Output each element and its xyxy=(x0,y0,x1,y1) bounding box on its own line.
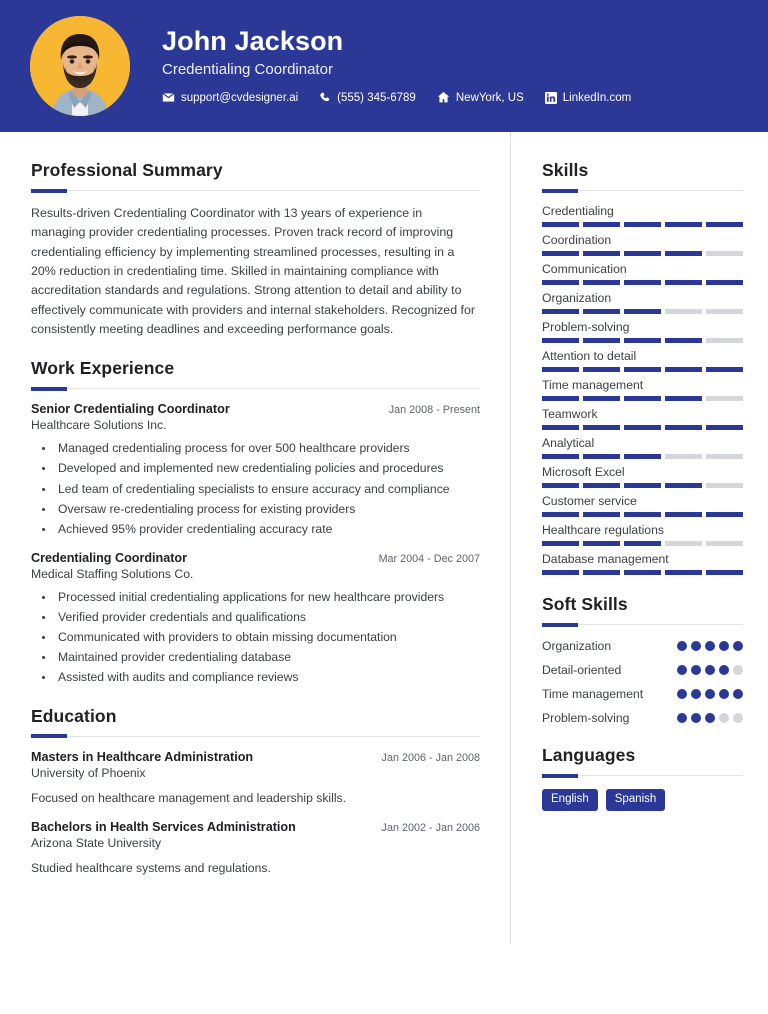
skill-bar-segment xyxy=(624,367,661,372)
skill-bar-segment xyxy=(706,570,743,575)
section-skills xyxy=(542,160,743,575)
language-chip: Spanish xyxy=(606,789,666,811)
contact-email[interactable] xyxy=(162,91,298,104)
section-professional-summary xyxy=(31,160,480,339)
contact-phone[interactable] xyxy=(319,91,416,104)
header-text-block xyxy=(162,26,631,106)
soft-skill-rating xyxy=(677,686,743,699)
skill-bar-segment xyxy=(624,425,661,430)
skill-row xyxy=(542,378,743,401)
skill-level-bar xyxy=(542,222,743,227)
skill-bar-segment xyxy=(583,454,620,459)
rating-dot xyxy=(691,641,701,651)
skill-bar-segment xyxy=(583,425,620,430)
contact-list xyxy=(162,91,631,104)
experience-entry-header xyxy=(31,551,480,565)
skill-bar-segment xyxy=(542,251,579,256)
list-item: • Led team of credentialing specialists to ensure accuracy and compliance xyxy=(55,480,480,499)
skill-row xyxy=(542,552,743,575)
education-school: University of Phoenix xyxy=(31,765,146,780)
skill-name: Healthcare regulations xyxy=(542,523,664,537)
section-title-skills: Skills xyxy=(542,160,589,180)
soft-skill-rating xyxy=(677,710,743,723)
skill-bar-segment xyxy=(542,512,579,517)
skill-bar-segment xyxy=(706,541,743,546)
skill-bar-segment xyxy=(665,512,702,517)
skill-bar-segment xyxy=(706,222,743,227)
experience-bullets xyxy=(31,588,480,687)
skill-row xyxy=(542,204,743,227)
skill-level-bar xyxy=(542,280,743,285)
experience-role: Senior Credentialing Coordinator xyxy=(31,402,230,417)
skill-bar-segment xyxy=(542,570,579,575)
skill-bar-segment xyxy=(706,425,743,430)
soft-skill-name: Problem-solving xyxy=(542,711,630,726)
education-entry-header xyxy=(31,750,480,764)
skill-bar-segment xyxy=(706,251,743,256)
rating-dot xyxy=(691,665,701,675)
left-column xyxy=(0,132,510,896)
skill-bar-segment xyxy=(665,570,702,575)
skill-bar-segment xyxy=(706,309,743,314)
list-item: • Maintained provider credentialing database xyxy=(55,648,480,667)
skill-bar-segment xyxy=(542,309,579,314)
skill-bar-segment xyxy=(665,251,702,256)
rating-dot xyxy=(719,665,729,675)
rating-dot xyxy=(705,713,715,723)
skills-list xyxy=(542,204,743,575)
skill-bar-segment xyxy=(583,309,620,314)
skill-bar-segment xyxy=(542,425,579,430)
skill-bar-segment xyxy=(665,541,702,546)
skill-name: Teamwork xyxy=(542,407,598,421)
section-languages xyxy=(542,745,743,811)
envelope-icon xyxy=(162,91,175,104)
skill-row xyxy=(542,320,743,343)
section-rule xyxy=(31,736,480,737)
skill-bar-segment xyxy=(665,454,702,459)
contact-email-text: support@cvdesigner.ai xyxy=(181,91,299,104)
rating-dot xyxy=(733,689,743,699)
skill-bar-segment xyxy=(624,309,661,314)
skill-bar-segment xyxy=(583,570,620,575)
language-chip: English xyxy=(542,789,598,811)
list-item: • Processed initial credentialing applications for new healthcare providers xyxy=(55,588,480,607)
rating-dot xyxy=(677,713,687,723)
rating-dot xyxy=(719,689,729,699)
skill-row xyxy=(542,407,743,430)
experience-entry-header xyxy=(31,402,480,416)
skill-name: Problem-solving xyxy=(542,320,630,334)
linkedin-icon xyxy=(545,92,557,104)
skill-level-bar xyxy=(542,396,743,401)
education-degree: Bachelors in Health Services Administration xyxy=(31,820,296,835)
rating-dot xyxy=(691,713,701,723)
skill-bar-segment xyxy=(583,367,620,372)
summary-text: Results-driven Credentialing Coordinator with 13 years of experience in managing provider credentialing processes. Proven track record of improving credentialing efficiency by implementing streamlined processes, resulting in a 20% reduction in credentialing time. Skilled in maintaining compliance with accreditation standards and regulations. Strong attention to detail and ability to effectively communicate with providers and internal stakeholders. Recognized for consistently meeting deadlines and exceeding performance goals. xyxy=(31,206,475,337)
skill-bar-segment xyxy=(665,309,702,314)
candidate-job-title: Credentialing Coordinator xyxy=(162,61,333,79)
contact-location-text: NewYork, US xyxy=(455,91,524,104)
skill-name: Communication xyxy=(542,262,627,276)
experience-bullets xyxy=(31,439,480,538)
skill-name: Database management xyxy=(542,552,669,566)
skill-bar-segment xyxy=(583,222,620,227)
phone-icon xyxy=(319,91,331,104)
skill-bar-segment xyxy=(542,483,579,488)
soft-skill-name: Time management xyxy=(542,687,644,702)
languages-list xyxy=(542,789,743,811)
skill-bar-segment xyxy=(624,570,661,575)
skill-bar-segment xyxy=(624,338,661,343)
skill-level-bar xyxy=(542,541,743,546)
skill-row xyxy=(542,233,743,256)
skill-name: Organization xyxy=(542,291,612,305)
section-rule xyxy=(31,190,480,191)
skill-name: Microsoft Excel xyxy=(542,465,625,479)
section-title-summary: Professional Summary xyxy=(31,160,223,180)
section-work-experience xyxy=(31,358,480,686)
skill-bar-segment xyxy=(583,483,620,488)
education-entry xyxy=(31,750,480,807)
skill-level-bar xyxy=(542,367,743,372)
skill-bar-segment xyxy=(624,454,661,459)
skill-bar-segment xyxy=(542,396,579,401)
skill-row xyxy=(542,465,743,488)
rating-dot xyxy=(719,641,729,651)
skill-bar-segment xyxy=(665,222,702,227)
education-description: Studied healthcare systems and regulations. xyxy=(31,861,271,876)
rating-dot xyxy=(691,689,701,699)
skill-bar-segment xyxy=(542,280,579,285)
right-column xyxy=(510,132,768,896)
rating-dot xyxy=(705,641,715,651)
skill-row xyxy=(542,349,743,372)
skill-bar-segment xyxy=(706,367,743,372)
skill-bar-segment xyxy=(706,483,743,488)
soft-skill-row xyxy=(542,710,743,726)
skill-row xyxy=(542,494,743,517)
education-entry-header xyxy=(31,820,480,834)
skill-name: Customer service xyxy=(542,494,637,508)
skill-row xyxy=(542,436,743,459)
skill-bar-segment xyxy=(624,280,661,285)
skill-name: Time management xyxy=(542,378,644,392)
section-title-education: Education xyxy=(31,705,117,726)
list-item: • Communicated with providers to obtain missing documentation xyxy=(55,628,480,647)
section-rule xyxy=(542,190,743,191)
rating-dot xyxy=(733,713,743,723)
skill-bar-segment xyxy=(665,396,702,401)
profile-photo-illustration xyxy=(30,16,130,116)
education-date: Jan 2002 - Jan 2006 xyxy=(381,822,480,835)
soft-skill-name: Detail-oriented xyxy=(542,663,622,678)
education-entry xyxy=(31,820,480,877)
skill-bar-segment xyxy=(542,338,579,343)
experience-entry xyxy=(31,551,480,687)
skill-bar-segment xyxy=(583,541,620,546)
skill-level-bar xyxy=(542,512,743,517)
contact-location[interactable] xyxy=(437,91,524,104)
skill-bar-segment xyxy=(665,483,702,488)
experience-date: Jan 2008 - Present xyxy=(388,404,480,417)
experience-company: Healthcare Solutions Inc. xyxy=(31,418,167,433)
skill-bar-segment xyxy=(706,454,743,459)
skill-level-bar xyxy=(542,338,743,343)
skill-level-bar xyxy=(542,309,743,314)
section-rule xyxy=(542,624,743,625)
experience-date: Mar 2004 - Dec 2007 xyxy=(378,553,480,566)
skill-name: Coordination xyxy=(542,233,612,247)
skill-bar-segment xyxy=(583,251,620,256)
skill-bar-segment xyxy=(706,280,743,285)
list-item: • Oversaw re-credentialing process for existing providers xyxy=(55,500,480,519)
soft-skill-row xyxy=(542,662,743,678)
avatar xyxy=(30,16,130,116)
soft-skill-rating xyxy=(677,638,743,651)
skill-bar-segment xyxy=(583,512,620,517)
experience-company: Medical Staffing Solutions Co. xyxy=(31,567,194,582)
resume-body xyxy=(0,132,768,896)
section-rule xyxy=(31,388,480,389)
rating-dot xyxy=(733,641,743,651)
section-rule xyxy=(542,775,743,776)
skill-bar-segment xyxy=(706,512,743,517)
education-school: Arizona State University xyxy=(31,836,162,851)
soft-skill-name: Organization xyxy=(542,639,612,653)
skill-name: Credentialing xyxy=(542,204,614,218)
skill-bar-segment xyxy=(706,396,743,401)
skill-bar-segment xyxy=(624,483,661,488)
skill-bar-segment xyxy=(624,222,661,227)
skill-bar-segment xyxy=(665,280,702,285)
section-title-soft-skills: Soft Skills xyxy=(542,594,628,614)
skill-name: Attention to detail xyxy=(542,349,637,363)
rating-dot xyxy=(733,665,743,675)
list-item: • Assisted with audits and compliance reviews xyxy=(55,668,480,687)
resume-header xyxy=(0,0,768,132)
skill-bar-segment xyxy=(665,367,702,372)
list-item: • Achieved 95% provider credentialing accuracy rate xyxy=(55,520,480,539)
skill-level-bar xyxy=(542,454,743,459)
skill-bar-segment xyxy=(583,396,620,401)
skill-row xyxy=(542,262,743,285)
list-item: • Managed credentialing process for over 500 healthcare providers xyxy=(55,439,480,458)
skill-name: Analytical xyxy=(542,436,595,450)
section-title-languages: Languages xyxy=(542,745,636,766)
rating-dot xyxy=(719,713,729,723)
skill-bar-segment xyxy=(542,541,579,546)
contact-linkedin[interactable] xyxy=(545,92,631,104)
skill-bar-segment xyxy=(542,454,579,459)
rating-dot xyxy=(677,689,687,699)
column-divider xyxy=(510,132,511,944)
soft-skill-rating xyxy=(677,662,743,675)
candidate-name: John Jackson xyxy=(162,25,344,56)
skill-bar-segment xyxy=(583,338,620,343)
skill-bar-segment xyxy=(665,338,702,343)
skill-bar-segment xyxy=(542,367,579,372)
rating-dot xyxy=(705,689,715,699)
skill-bar-segment xyxy=(624,396,661,401)
soft-skill-row xyxy=(542,638,743,654)
skill-level-bar xyxy=(542,425,743,430)
skill-row xyxy=(542,523,743,546)
education-degree: Masters in Healthcare Administration xyxy=(31,749,254,764)
skill-row xyxy=(542,291,743,314)
skill-level-bar xyxy=(542,570,743,575)
section-education xyxy=(31,706,480,878)
soft-skills-list xyxy=(542,638,743,726)
skill-level-bar xyxy=(542,483,743,488)
education-description: Focused on healthcare management and leadership skills. xyxy=(31,790,347,805)
skill-bar-segment xyxy=(542,222,579,227)
education-date: Jan 2006 - Jan 2008 xyxy=(381,751,480,764)
rating-dot xyxy=(705,665,715,675)
list-item: • Verified provider credentials and qualifications xyxy=(55,608,480,627)
rating-dot xyxy=(677,641,687,651)
experience-role: Credentialing Coordinator xyxy=(31,551,188,566)
skill-bar-segment xyxy=(624,541,661,546)
skill-bar-segment xyxy=(583,280,620,285)
rating-dot xyxy=(677,665,687,675)
contact-linkedin-text: LinkedIn.com xyxy=(562,91,632,104)
soft-skill-row xyxy=(542,686,743,702)
list-item: • Developed and implemented new credentialing policies and procedures xyxy=(55,459,480,478)
skill-bar-segment xyxy=(624,251,661,256)
experience-entry xyxy=(31,402,480,538)
skill-bar-segment xyxy=(624,512,661,517)
section-title-experience: Work Experience xyxy=(31,358,175,379)
skill-bar-segment xyxy=(706,338,743,343)
skill-level-bar xyxy=(542,251,743,256)
skill-bar-segment xyxy=(665,425,702,430)
section-soft-skills xyxy=(542,594,743,726)
contact-phone-text: (555) 345-6789 xyxy=(337,91,416,104)
home-icon xyxy=(437,91,450,104)
